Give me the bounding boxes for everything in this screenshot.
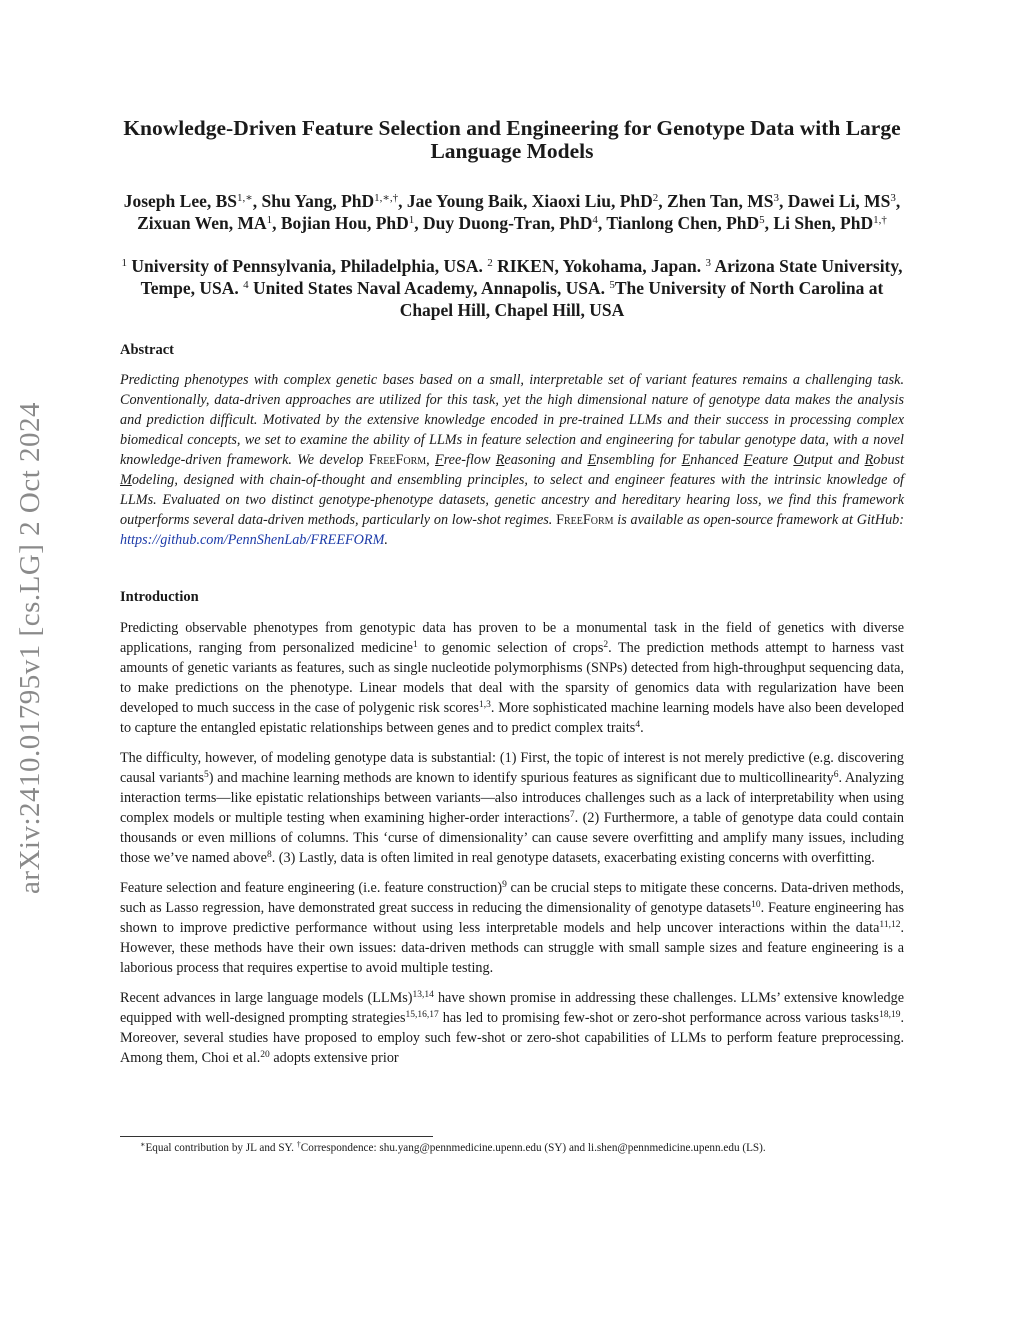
acronym-letter: O	[793, 452, 804, 468]
abstract-end: .	[384, 532, 388, 548]
github-link[interactable]: https://github.com/PennShenLab/FREEFORM	[120, 532, 385, 548]
author-separator: ,	[398, 191, 407, 211]
author-name: Dawei Li, MS	[787, 191, 891, 211]
introduction-heading: Introduction	[120, 589, 199, 605]
text-run: . Analyzing interaction terms—like epistatic relationships between variants—also introduces challenges such as a lack of interpretability when using complex models or multiple testing when examining higher-order interactions	[120, 770, 904, 826]
citation-superscript[interactable]: 11,12	[879, 920, 901, 930]
affiliation-marker: 5	[609, 279, 615, 291]
citation-superscript[interactable]: 15,16,17	[405, 1010, 439, 1020]
text-run: . Feature engineering has shown to improve predictive performance without using less interpretable models and help uncover interactions within the data	[120, 900, 905, 936]
text-run: . However, these methods have their own issues: data-driven methods can struggle with small sample sizes and feature engineering is a laborious process that requires expertise to avoid multiple testing.	[120, 920, 904, 976]
acronym-letter: F	[743, 452, 753, 468]
framework-name: FreeForm	[368, 452, 427, 468]
text-run: . The prediction methods attempt to harness vast amounts of genetic variants as features, such as single nucleotide polymorphisms (SNPs) detected from high-throughput sequencing data, to make predictions on the phenotype. Linear models that deal with the sparsity of genomics data with regularization have been developed to much success in the case of polygenic risk scores	[120, 640, 904, 716]
acronym-letter: M	[120, 472, 132, 488]
author-name: Li Shen, PhD	[773, 213, 874, 233]
author-separator: ,	[252, 191, 262, 211]
abstract-part-3: is available as open-source framework at GitHub:	[613, 512, 904, 528]
acronym-word-rest: easoning and	[504, 452, 588, 468]
text-run: ) and machine learning methods are known to identify spurious features as significant due to multicollinearity	[208, 770, 834, 786]
citation-superscript[interactable]: 8	[266, 850, 272, 860]
author-separator: ,	[764, 213, 774, 233]
acronym-word-rest: nhanced	[690, 452, 744, 468]
author-list	[118, 190, 906, 234]
abstract-text: Predicting phenotypes with complex genetic bases based on a small, interpretable set of variant features remains a challenging task. Conventionally, data-driven approaches are utilized for this task, yet the high dimensional nature of genotype data makes the analysis and prediction difficult. Motivated by the extensive knowledge encoded in pre-trained LLMs and their success in processing complex biomedical concepts, we set to examine the ability of LLMs in feature selection and engineering for tabular genotype data, with a novel knowledge-driven framework. We develop FreeForm, Free-flow Reasoning and Ensembling for Enhanced Feature Output and Robust Modeling, designed with chain-of-thought and ensembling principles, to select and engineer features with the intrinsic knowledge of LLMs. Evaluated on two distinct genotype-phenotype datasets, genetic ancestry and hereditary hearing loss, we find this framework outperforms several data-driven methods, particularly on low-shot regimes. FreeForm is available as open-source framework at GitHub: https://github.com/PennShenLab/FREEFORM.	[120, 372, 905, 548]
author-separator: ,	[895, 191, 901, 211]
author-name: Zixuan Wen, MA	[137, 213, 267, 233]
citation-superscript[interactable]: 20	[260, 1050, 270, 1060]
affiliation-text: University of Pennsylvania, Philadelphia, USA.	[126, 256, 488, 276]
acronym-word-rest: nsembling for	[596, 452, 682, 468]
citation-superscript[interactable]: 1	[412, 640, 418, 650]
author-affiliation-marker: 1,†	[873, 214, 887, 226]
text-run: adopts extensive prior	[269, 1050, 399, 1066]
author-affiliation-marker: 1,∗	[237, 192, 253, 204]
author-name: Jae Young Baik, Xiaoxi Liu, PhD	[406, 191, 653, 211]
affiliation-text: The University of North Carolina at Chapel Hill, Chapel Hill, USA	[399, 278, 884, 320]
affiliation-marker: 3	[705, 257, 712, 269]
text-run: Correspondence: shu.yang@pennmedicine.upenn.edu (SY) and li.shen@pennmedicine.upenn.edu (LS).	[300, 1142, 766, 1154]
affiliation-marker: 1	[121, 257, 127, 269]
arxiv-identifier-stamp: arXiv:2410.01795v1 [cs.LG] 2 Oct 2024	[14, 401, 46, 895]
footnote-rule	[120, 1136, 433, 1137]
footnote	[140, 1141, 904, 1155]
affiliation-text: Arizona State University, Tempe, USA.	[140, 256, 903, 298]
citation-superscript[interactable]: 6	[833, 770, 839, 780]
author-name: Shu Yang, PhD	[261, 191, 375, 211]
framework-name-2: FreeForm	[556, 512, 614, 528]
affiliation-text: RIKEN, Yokohama, Japan.	[492, 256, 706, 276]
citation-superscript[interactable]: 13,14	[412, 990, 434, 1000]
author-name: Tianlong Chen, PhD	[606, 213, 760, 233]
text-run: to genomic selection of crops	[417, 640, 604, 656]
text-run: . Moreover, several studies have proposed to employ such few-shot or zero-shot capabilities of LLMs to perform feature preprocessing. Among them, Choi et al.	[120, 1010, 904, 1066]
author-name: Bojian Hou, PhD	[280, 213, 409, 233]
acronym-word-rest: utput and	[803, 452, 865, 468]
text-run: Recent advances in large language models (LLMs)	[120, 990, 413, 1006]
text-run: . (2) Furthermore, a table of genotype data could contain thousands or even millions of columns. This ‘curse of dimensionality’ can cause severe overfitting and amplify many issues, including those we’ve named above	[120, 810, 905, 866]
acronym-letter: E	[681, 452, 691, 468]
citation-superscript[interactable]: 1,3	[479, 700, 491, 710]
paper-title: Knowledge-Driven Feature Selection and Engineering for Genotype Data with Large Language Models	[123, 116, 901, 163]
author-affiliation-marker: 3	[773, 192, 780, 204]
text-run: Equal contribution by JL and SY.	[145, 1142, 297, 1154]
citation-superscript[interactable]: 5	[204, 770, 209, 780]
author-affiliation-marker: 2	[652, 192, 659, 204]
acronym-word-rest: ree-flow	[443, 452, 496, 468]
abstract-part-2: , designed with chain-of-thought and ensembling principles, to select and engineer features with the intrinsic knowledge of LLMs. Evaluated on two distinct genotype-phenotype datasets, genetic ancestry and hereditary hearing loss, we find this framework outperforms several data-driven methods, particularly on low-shot regimes.	[120, 472, 904, 528]
abstract-heading: Abstract	[120, 342, 174, 358]
citation-superscript[interactable]: 18,19	[879, 1010, 901, 1020]
author-separator: ,	[597, 213, 607, 233]
text-run: can be crucial steps to mitigate these concerns. Data-driven methods, such as Lasso regression, have demonstrated great success in reducing the dimensionality of genotype datasets	[120, 880, 904, 916]
acronym-letter: E	[587, 452, 597, 468]
intro-paragraph-1	[120, 618, 904, 738]
citation-superscript[interactable]: 7	[569, 810, 575, 820]
author-affiliation-marker: 5	[759, 214, 765, 226]
author-affiliation-marker: 1,∗,†	[374, 192, 399, 204]
affiliation-text: United States Naval Academy, Annapolis, USA.	[248, 278, 610, 298]
text-run: has led to promising few-shot or zero-shot performance across various tasks	[438, 1010, 880, 1026]
text-run: . More sophisticated machine learning models have also been developed to capture the entangled epistatic relationships between genes and to predict complex traits	[120, 700, 904, 736]
author-separator: ,	[779, 191, 788, 211]
author-separator: ,	[658, 191, 668, 211]
author-name: Duy Duong-Tran, PhD	[423, 213, 593, 233]
author-affiliation-marker: 1	[266, 214, 273, 226]
text-run: Feature selection and feature engineering (i.e. feature construction)	[120, 880, 503, 896]
intro-paragraph-3	[120, 878, 904, 978]
text-run: . (3) Lastly, data is often limited in real genotype datasets, exacerbating existing concerns with overfitting.	[271, 850, 875, 866]
abstract-part-1: Predicting phenotypes with complex genetic bases based on a small, interpretable set of variant features remains a challenging task. Conventionally, data-driven approaches are utilized for this task, yet the high dimensional nature of genotype data makes the analysis and prediction difficult. Motivated by the extensive knowledge encoded in pre-trained LLMs and their success in processing complex biomedical concepts, we set to examine the ability of LLMs in feature selection and engineering for tabular genotype data, with a novel knowledge-driven framework. We develop	[120, 372, 904, 468]
affiliation-list	[118, 255, 906, 321]
acronym-word-rest: eature	[752, 452, 794, 468]
author-name: Zhen Tan, MS	[667, 191, 774, 211]
acronym-letter: F	[435, 452, 444, 468]
text-run: The difficulty, however, of modeling genotype data is substantial: (1) First, the topic of interest is not merely predictive (e.g. discovering causal variants	[120, 750, 904, 786]
affiliation-marker: 4	[243, 279, 249, 291]
citation-superscript[interactable]: 10	[751, 900, 761, 910]
introduction-body	[120, 618, 904, 1078]
author-name: Joseph Lee, BS	[123, 191, 238, 211]
intro-paragraph-4	[120, 988, 904, 1068]
citation-superscript[interactable]: ∗	[140, 1140, 146, 1149]
acronym-letter: R	[495, 452, 505, 468]
affiliation-marker: 2	[487, 257, 493, 269]
citation-superscript[interactable]: †	[296, 1140, 301, 1149]
author-separator: ,	[414, 213, 423, 233]
citation-superscript[interactable]: 2	[603, 640, 609, 650]
citation-superscript[interactable]: 9	[502, 880, 507, 890]
author-affiliation-marker: 1	[408, 214, 415, 226]
author-affiliation-marker: 4	[592, 214, 598, 226]
intro-paragraph-2	[120, 748, 904, 868]
author-affiliation-marker: 3	[890, 192, 896, 204]
citation-superscript[interactable]: 4	[635, 720, 641, 730]
text-run: Predicting observable phenotypes from genotypic data has proven to be a monumental task in the field of genetics with diverse applications, ranging from personalized medicine	[120, 620, 904, 656]
text-run: .	[640, 720, 644, 736]
acronym-word-rest: obust	[873, 452, 905, 468]
acronym-word-rest: odeling	[131, 472, 175, 488]
acronym-letter: R	[864, 452, 874, 468]
author-separator: ,	[272, 213, 281, 233]
text-run: have shown promise in addressing these challenges. LLMs’ extensive knowledge equipped with well-designed prompting strategies	[120, 990, 904, 1026]
